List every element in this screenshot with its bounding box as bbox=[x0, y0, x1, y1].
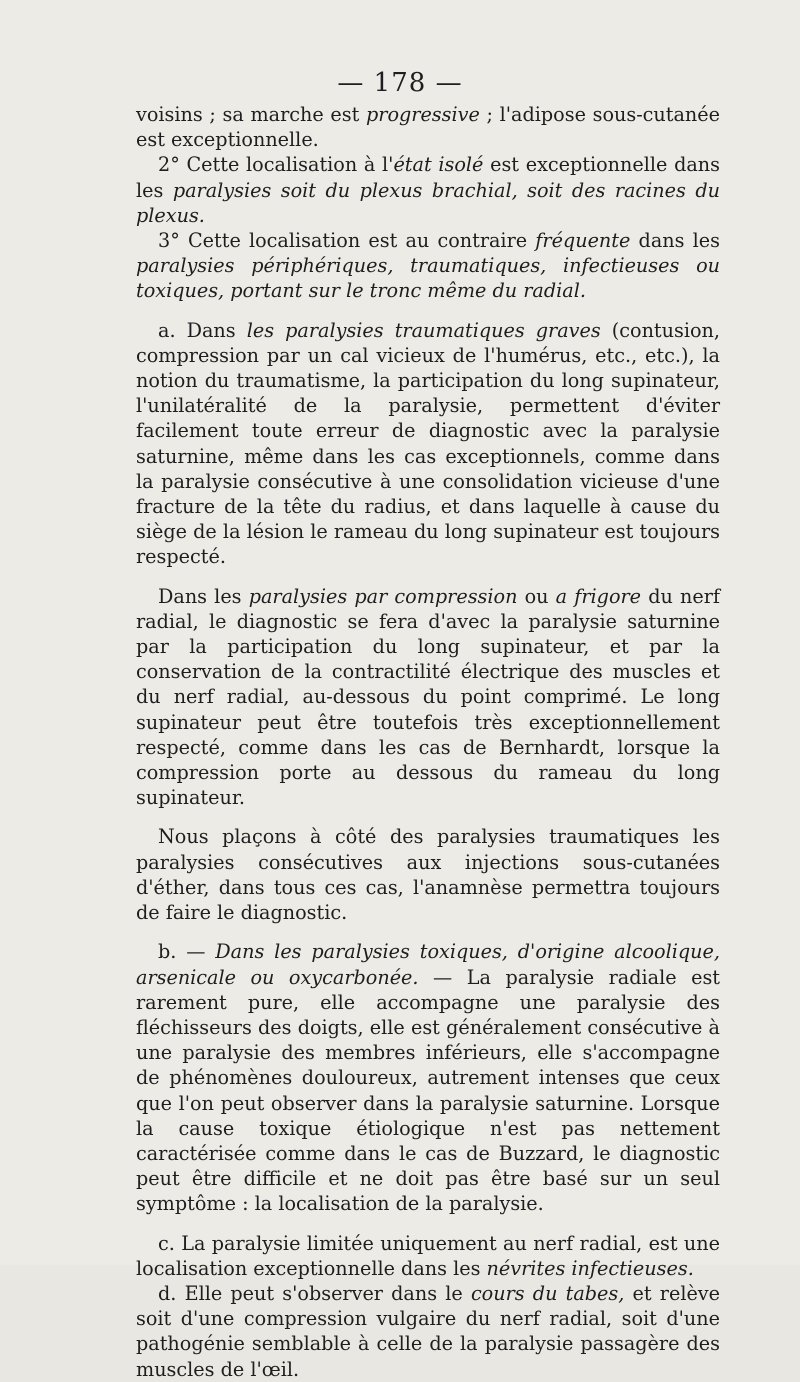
paragraph-compression: Dans les paralysies par compression ou a frigore du nerf radial, le diagnostic se fera d'avec la paralysie saturnine par la participation du long supinateur, et par la conservation de la contractilité électrique des muscles et du nerf radial, au-dessous du point comprimé. Le long supinateur peut être toutefois très exceptionnellement respecté, comme dans les cas de Bernhardt, lorsque la compression porte au dessous du rameau du long supinateur. bbox=[136, 584, 720, 810]
paragraph-b-toxic: b. — Dans les paralysies toxiques, d'origine alcoolique, arsenicale ou oxycarbonée. — La paralysie radiale est rarement pure, elle accompagne une paralysie des fléchisseurs des doigts, elle est généralement consécutive à une paralysie des membres inférieurs, elle s'accompagne de phénomènes douloureux, autrement intenses que ceux que l'on peut observer dans la paralysie saturnine. Lorsque la cause toxique étiologique n'est pas nettement caractérisée comme dans le cas de Buzzard, le diagnostic peut être difficile et ne doit pas être basé sur un seul symptôme : la localisation de la paralysie. bbox=[136, 940, 721, 1216]
page-number: — 178 — bbox=[337, 68, 463, 98]
paragraph-continuation: voisins ; sa marche est progressive ; l'adipose sous-cutanée est exceptionnelle. bbox=[136, 103, 721, 152]
paragraph-point-2: 2° Cette localisation à l'état isolé est exceptionnelle dans les paralysies soit du plexus brachial, soit des racines du plexus. bbox=[136, 153, 720, 227]
paragraph-ether-injections: Nous plaçons à côté des paralysies traumatiques les paralysies consécutives aux injections sous-cutanées d'éther, dans tous ces cas, l'anamnèse permettra toujours de faire le diagnostic. bbox=[136, 825, 720, 925]
paragraph-point-3: 3° Cette localisation est au contraire fréquente dans les paralysies périphériques, traumatiques, infectieuses ou toxiques, portant sur le tronc même du radial. bbox=[136, 229, 721, 303]
paragraph-c-infectious: c. La paralysie limitée uniquement au nerf radial, est une localisation exceptionnelle dans les névrites infectieuses. bbox=[136, 1231, 720, 1280]
paragraph-d-tabes: d. Elle peut s'observer dans le cours du tabes, et relève soit d'une compression vulgaire du nerf radial, soit d'une pathogénie semblable à celle de la paralysie passagère des muscles de l'œil. bbox=[136, 1281, 721, 1381]
body-text bbox=[136, 102, 720, 1382]
paragraph-a-traumatic: a. Dans les paralysies traumatiques graves (contusion, compression par un cal vicieux de l'humérus, etc., etc.), la notion du traumatisme, la participation du long supinateur, l'unilatéralité de la paralysie, permettent d'éviter facilement toute erreur de diagnostic avec la paralysie saturnine, même dans les cas exceptionnels, comme dans la paralysie consécutive à une consolidation vicieuse d'une fracture de la tête du radius, et dans laquelle à cause du siège de la lésion le rameau du long supinateur est toujours respecté. bbox=[136, 318, 720, 569]
